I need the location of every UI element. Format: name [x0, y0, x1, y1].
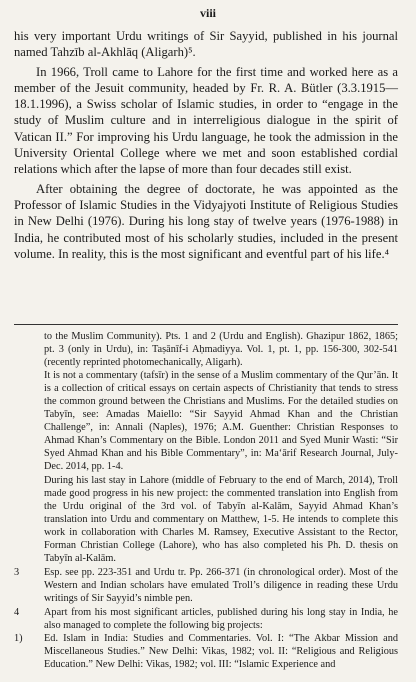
paragraph: After obtaining the degree of doctorate, he was appointed as the Professor of Islamic Studies in the Vidyajyoti Institute of Religious Studies in New Delhi (1976). During his long stay of twelve years (1976-1988) in India, he contributed most of his scholarly studies, included in the present volume. In reality, this is the most significant and eventful part of his life.⁴	[14, 181, 398, 261]
footnote	[14, 330, 398, 369]
footnote-marker: 4	[14, 606, 20, 618]
footnote-text: It is not a commentary (tafsīr) in the sense of a Muslim commentary of the Qur’ān. It is a collection of critical essays on certain aspects of Christianity that tends to stress the common ground between the Christians and Muslims. For the detailed studies on Tabyīn, see: Amadas Maiello: “Sir Sayyid Ahmad Khan and the Christian Challenge”, in: Annali (Naples), 1976; A.M. Guenther: Christian Responses to Ahmad Khan’s Commentary on the Bible. London 2011 and Syed Munir Wasti: “Sir Syed Ahmad Khan and his Bible Commentary”, in: Ma‘ārif Research Journal, July-Dec. 2014, pp. 1-4.	[44, 370, 398, 473]
footnote-text: to the Muslim Community). Pts. 1 and 2 (Urdu and English). Ghazipur 1862, 1865; pt. 3 (only in Urdu), in: Taṣānīf-i Aḥmadiyya. Vol. 1, pt. 1, pp. 156-300, 302-541 (recently reprinted photomechanically, Aligarh).	[44, 331, 398, 369]
paragraph: his very important Urdu writings of Sir Sayyid, published in his journal named Tahzīb al-Akhlāq (Aligarh)⁵.	[14, 29, 398, 60]
page-number: viii	[199, 6, 216, 20]
footnote	[14, 566, 398, 605]
footnote-text: Ed. Islam in India: Studies and Commentaries. Vol. I: “The Akbar Mission and Miscellaneous Studies.” New Delhi: Vikas, 1982; vol. II: “Religious and Religious Education.” New Delhi: Vikas, 1982; vol. III: “Islamic Experience and	[44, 633, 398, 671]
paragraph: In 1966, Troll came to Lahore for the first time and worked here as a member of the Jesuit community, headed by Fr. R. A. Bütler (3.3.1915—18.1.1996), a Swiss scholar of Islamic studies, in order to “engage in the study of Muslim culture and in interreligious dialogue in the spirit of Vatican II.” For improving his Urdu language, he took the admission in the University Oriental College where we met and soon established cordial relations which after the lapse of more than four decades still exist.	[14, 64, 398, 177]
footnotes	[14, 330, 398, 671]
footnote	[14, 632, 398, 671]
footnote	[14, 606, 398, 632]
footnote	[14, 474, 398, 565]
footnote-text: Esp. see pp. 223-351 and Urdu tr. Pp. 266-371 (in chronological order). Most of the Western and Indian scholars have emulated Troll’s diligence in reading these Urdu writings of Sir Sayyid’s nimble pen.	[44, 566, 398, 604]
footnote	[14, 369, 398, 473]
footnote-separator	[14, 324, 398, 325]
footnote-text: During his last stay in Lahore (middle of February to the end of March, 2014), Troll made good progress in his new project: the commented translation into English from the Urdu original of the 3rd vol. of Tabyīn al-Kalām, Sayyid Ahmad Khan’s translation into Urdu and commentary on Matthew, 1-5. He intends to complete this work in collaboration with Charles M. Ramsey, Executive Assistant to the Rector, Forman Christian College (Lahore), who has also completed his Ph. D. thesis on Tabyīn al-Kalām.	[44, 474, 398, 564]
footnote-marker: 1)	[14, 633, 23, 645]
footnote-text: Apart from his most significant articles, published during his long stay in India, he also managed to complete the following big projects:	[44, 606, 398, 632]
main-text	[14, 28, 398, 262]
footnote-marker: 3	[14, 566, 20, 578]
